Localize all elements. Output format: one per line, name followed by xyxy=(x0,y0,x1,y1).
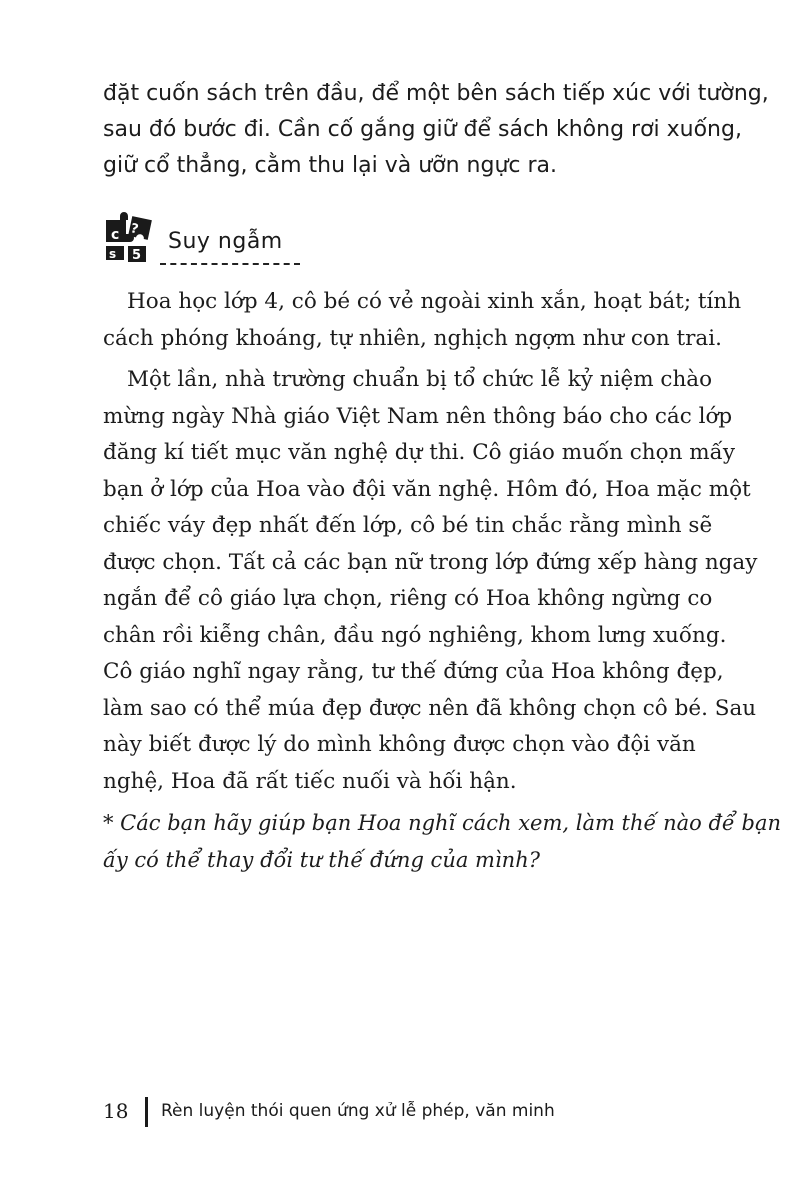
svg-text:5: 5 xyxy=(132,248,142,263)
text-line: mừng ngày Nhà giáo Việt Nam nên thông báo cho các lớp xyxy=(103,403,733,429)
paragraph xyxy=(103,362,758,800)
text-line: bạn ở lớp của Hoa vào đội văn nghệ. Hôm đó, Hoa mặc một xyxy=(103,476,751,502)
text-line: giữ cổ thẳng, cằm thu lại và ưỡn ngực ra. xyxy=(103,153,558,178)
running-title: Rèn luyện thói quen ứng xử lễ phép, văn minh xyxy=(161,1101,555,1121)
text-line: Cô giáo nghĩ ngay rằng, tư thế đứng của Hoa không đẹp, xyxy=(103,659,724,684)
text-line: ấy có thể thay đổi tư thế đứng của mình? xyxy=(103,847,540,872)
text-line: ngắn để cô giáo lựa chọn, riêng có Hoa không ngừng co xyxy=(103,586,713,611)
story-body xyxy=(103,284,781,878)
text-line: này biết được lý do mình không được chọn vào đội văn xyxy=(103,732,696,757)
section-heading xyxy=(100,212,320,268)
discussion-question xyxy=(103,805,781,878)
text-line: chân rồi kiễng chân, đầu ngó nghiêng, khom lưng xuống. xyxy=(103,622,727,648)
section-title: Suy ngẫm xyxy=(168,229,283,254)
page-footer xyxy=(103,1097,603,1127)
text-line: đăng kí tiết mục văn nghệ dự thi. Cô giáo muốn chọn mấy xyxy=(103,440,735,465)
text-line: nghệ, Hoa đã rất tiếc nuối và hối hận. xyxy=(103,768,517,794)
paragraph xyxy=(103,284,742,357)
footer-divider xyxy=(145,1097,148,1127)
svg-text:?: ? xyxy=(129,221,140,238)
svg-text:s: s xyxy=(109,247,117,261)
intro-paragraph xyxy=(103,76,769,184)
text-line: sau đó bước đi. Cần cố gắng giữ để sách không rơi xuống, xyxy=(103,117,742,142)
dashed-underline xyxy=(160,263,300,265)
text-line: Hoa học lớp 4, cô bé có vẻ ngoài xinh xắn, hoạt bát; tính xyxy=(127,289,742,314)
page-number: 18 xyxy=(103,1099,129,1123)
text-line: Một lần, nhà trường chuẩn bị tổ chức lễ kỷ niệm chào xyxy=(127,367,713,392)
text-line: được chọn. Tất cả các bạn nữ trong lớp đứng xếp hàng ngay xyxy=(103,549,758,575)
text-line: cách phóng khoáng, tự nhiên, nghịch ngợm như con trai. xyxy=(103,325,722,351)
puzzle-icon xyxy=(100,212,154,266)
text-line: chiếc váy đẹp nhất đến lớp, cô bé tin chắc rằng mình sẽ xyxy=(103,513,713,538)
text-line: làm sao có thể múa đẹp được nên đã không chọn cô bé. Sau xyxy=(103,695,757,721)
svg-text:c: c xyxy=(111,227,120,243)
text-line: đặt cuốn sách trên đầu, để một bên sách tiếp xúc với tường, xyxy=(103,81,769,106)
text-line: * Các bạn hãy giúp bạn Hoa nghĩ cách xem, làm thế nào để bạn xyxy=(103,811,781,835)
